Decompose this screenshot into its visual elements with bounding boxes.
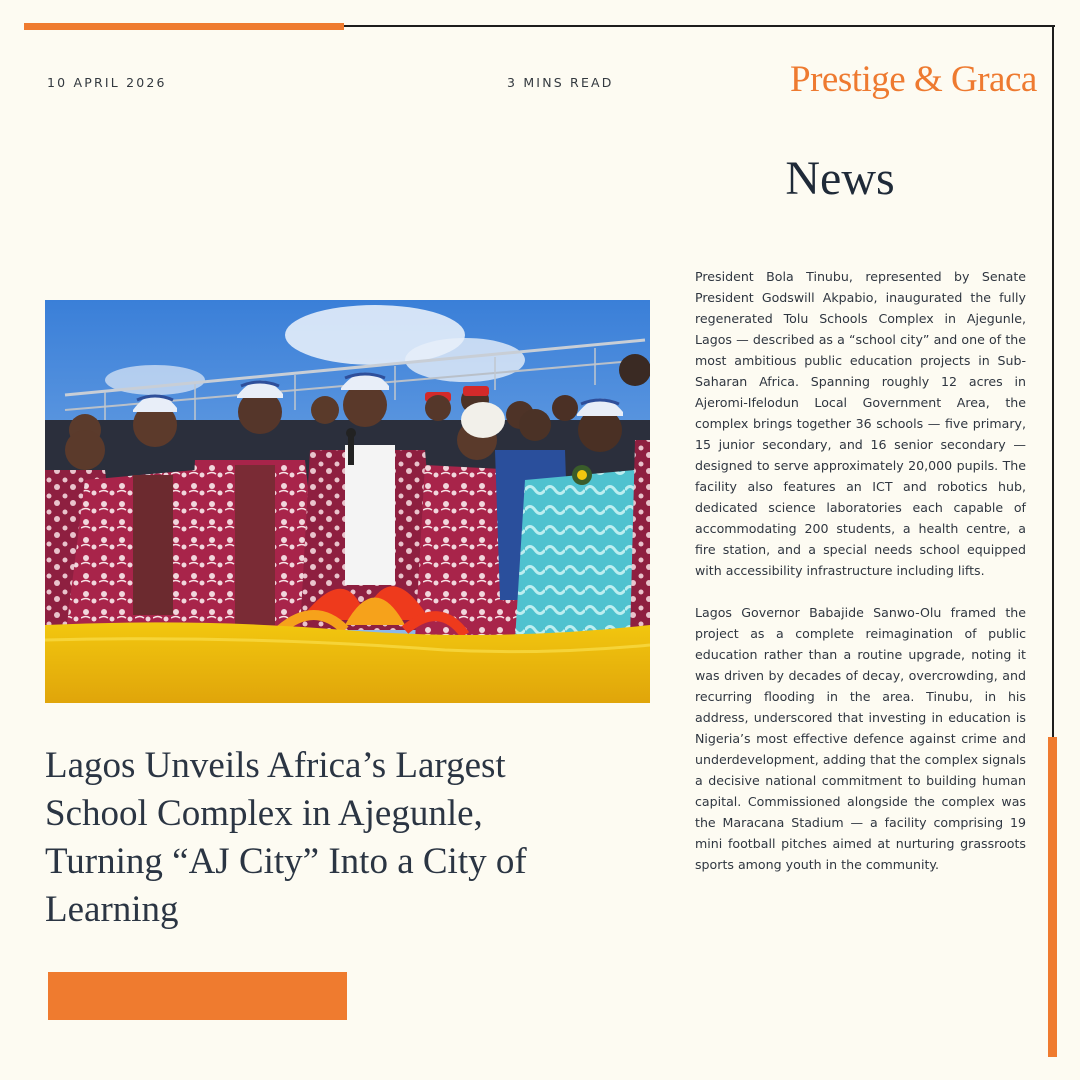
article-headline: Lagos Unveils Africa’s Largest School Complex in Ajegunle, Turning “AJ City” Into a City of Learning: [45, 745, 527, 930]
publish-date: 10 APRIL 2026: [47, 75, 167, 90]
article-paragraph-1: President Bola Tinubu, represented by Senate President Godswill Akpabio, inaugurated the fully regenerated Tolu Schools Complex in Ajegunle, Lagos — described as a “school city” and one of the most ambitious public education projects in Sub-Saharan Africa. Spanning roughly 12 acres in Ajeromi-Ifelodun Local Government Area, the complex brings together 36 schools — five primary, 15 junior secondary, and 16 senior secondary — designed to serve approximately 20,000 pupils. The facility also features an ICT and robotics hub, dedicated science laboratories each capable of accommodating 200 students, a health centre, a fire station, and a special needs school equipped with accessibility infrastructure including lifts.: [695, 269, 1026, 578]
right-accent-bar: [1048, 737, 1057, 1057]
article-body: [695, 266, 1026, 896]
top-accent-bar: [24, 23, 344, 30]
article-photo: [45, 300, 650, 703]
right-rule-line: [1052, 25, 1054, 740]
bottom-accent-block: [48, 972, 347, 1020]
top-rule-line: [344, 25, 1055, 27]
section-title: News: [785, 152, 895, 205]
article-photo-illustration: [45, 300, 650, 703]
read-time: 3 MINS READ: [507, 75, 614, 90]
article-paragraph-2: Lagos Governor Babajide Sanwo-Olu framed the project as a complete reimagination of public education rather than a routine upgrade, noting it was driven by decades of decay, overcrowding, and recurring flooding in the area. Tinubu, in his address, underscored that investing in education is Nigeria’s most effective defence against crime and underdevelopment, adding that the complex signals a decisive national commitment to building human capital. Commissioned alongside the complex was the Maracana Stadium — a facility comprising 19 mini football pitches aimed at nurturing grassroots sports among youth in the community.: [695, 605, 1026, 872]
brand-logo-text: Prestige & Graca: [790, 59, 1037, 100]
